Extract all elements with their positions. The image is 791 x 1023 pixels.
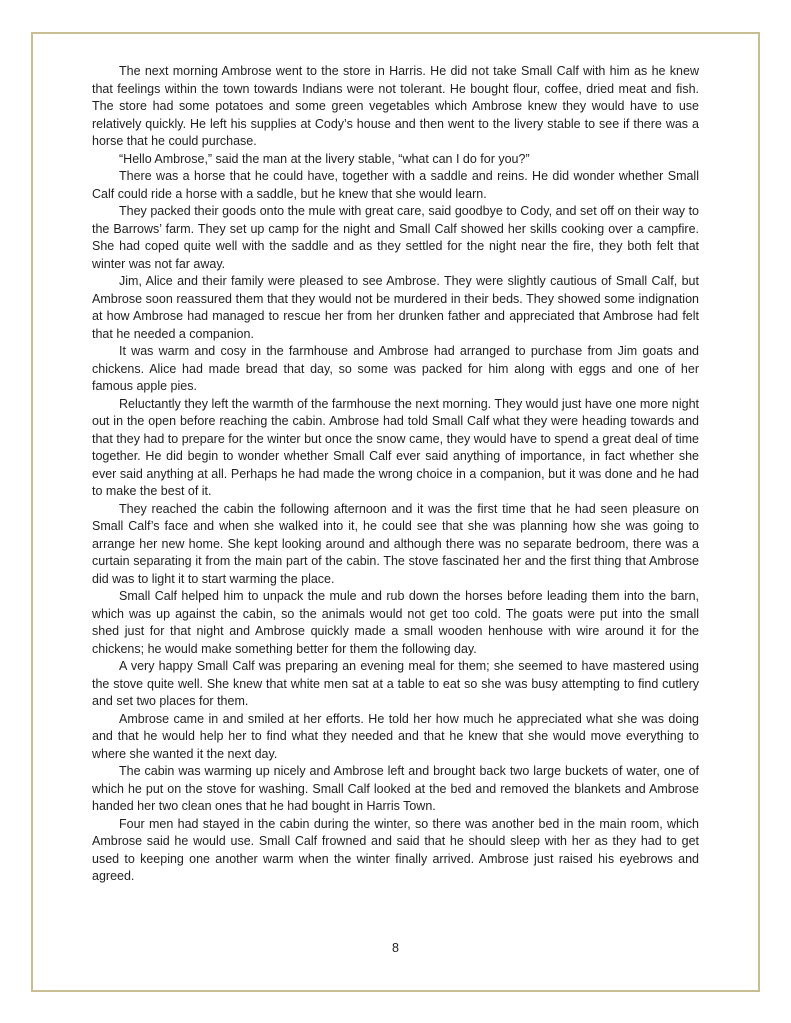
paragraph: Reluctantly they left the warmth of the farmhouse the next morning. They would just have one more night out in the open before reaching the cabin. Ambrose had told Small Calf what they were heading towards and that they had to prepare for the winter but once the snow came, they would have to spend a great deal of time together. He did begin to wonder whether Small Calf ever said anything of importance, in fact whether she ever said anything at all. Perhaps he had made the wrong choice in a companion, but it was done and he had to make the best of it.	[92, 396, 699, 498]
paragraph: Ambrose came in and smiled at her efforts. He told her how much he appreciated what she was doing and that he would help her to find what they needed and that he knew that she would move everything to where she wanted it the next day.	[92, 711, 699, 761]
paragraph: They packed their goods onto the mule with great care, said goodbye to Cody, and set off on their way to the Barrows’ farm. They set up camp for the night and Small Calf showed her skills cooking over a campfire. She had coped quite well with the saddle and as they settled for the night near the fire, they both felt that winter was not far away.	[92, 204, 699, 271]
page-number: 8	[392, 941, 399, 955]
paragraph: A very happy Small Calf was preparing an evening meal for them; she seemed to have mastered using the stove quite well. She knew that white men sat at a table to eat so she was busy attempting to find cutlery and set two places for them.	[92, 659, 699, 708]
paragraph: It was warm and cosy in the farmhouse and Ambrose had arranged to purchase from Jim goats and chickens. Alice had made bread that day, so some was packed for him along with eggs and one of her famous apple pies.	[92, 344, 699, 393]
paragraph: The next morning Ambrose went to the store in Harris. He did not take Small Calf with him as he knew that feelings within the town towards Indians were not tolerant. He bought flour, coffee, dried meat and fish. The store had some potatoes and some green vegetables which Ambrose knew they would have to use relatively quickly. He left his supplies at Cody’s house and then went to the livery stable to see if there was a horse that he could purchase.	[92, 64, 699, 148]
paragraph: Four men had stayed in the cabin during the winter, so there was another bed in the main room, which Ambrose said he would use. Small Calf frowned and said that he should sleep with her as they had to get used to keeping one another warm when the winter finally arrived. Ambrose just raised his eyebrows and agreed.	[92, 816, 699, 883]
paragraph: The cabin was warming up nicely and Ambrose left and brought back two large buckets of water, one of which he put on the stove for washing. Small Calf looked at the bed and removed the blankets and Ambrose handed her two clean ones that he had bought in Harris Town.	[92, 764, 699, 813]
paragraph: They reached the cabin the following afternoon and it was the first time that he had seen pleasure on Small Calf’s face and when she walked into it, he could see that she was planning how she was going to arrange her new home. She kept looking around and although there was no separate bedroom, there was a curtain separating it from the main part of the cabin. The stove fascinated her and the first thing that Ambrose did was to light it to start warming the place.	[92, 501, 699, 586]
paragraph: Jim, Alice and their family were pleased to see Ambrose. They were slightly cautious of Small Calf, but Ambrose soon reassured them that they would not be murdered in their beds. They showed some indignation at how Ambrose had managed to rescue her from her drunken father and appreciated that Ambrose had felt that he needed a companion.	[92, 274, 699, 341]
page-body-text	[92, 63, 699, 886]
paragraph: “Hello Ambrose,” said the man at the livery stable, “what can I do for you?”	[119, 151, 530, 166]
paragraph: Small Calf helped him to unpack the mule and rub down the horses before leading them into the barn, which was up against the cabin, so the animals would not get too cold. The goats were put into the small shed just for that night and Ambrose quickly made a small wooden henhouse with wire around it for the chickens; he would make something better for them the following day.	[92, 589, 699, 656]
paragraph: There was a horse that he could have, together with a saddle and reins. He did wonder whether Small Calf could ride a horse with a saddle, but he knew that she would learn.	[92, 169, 699, 201]
